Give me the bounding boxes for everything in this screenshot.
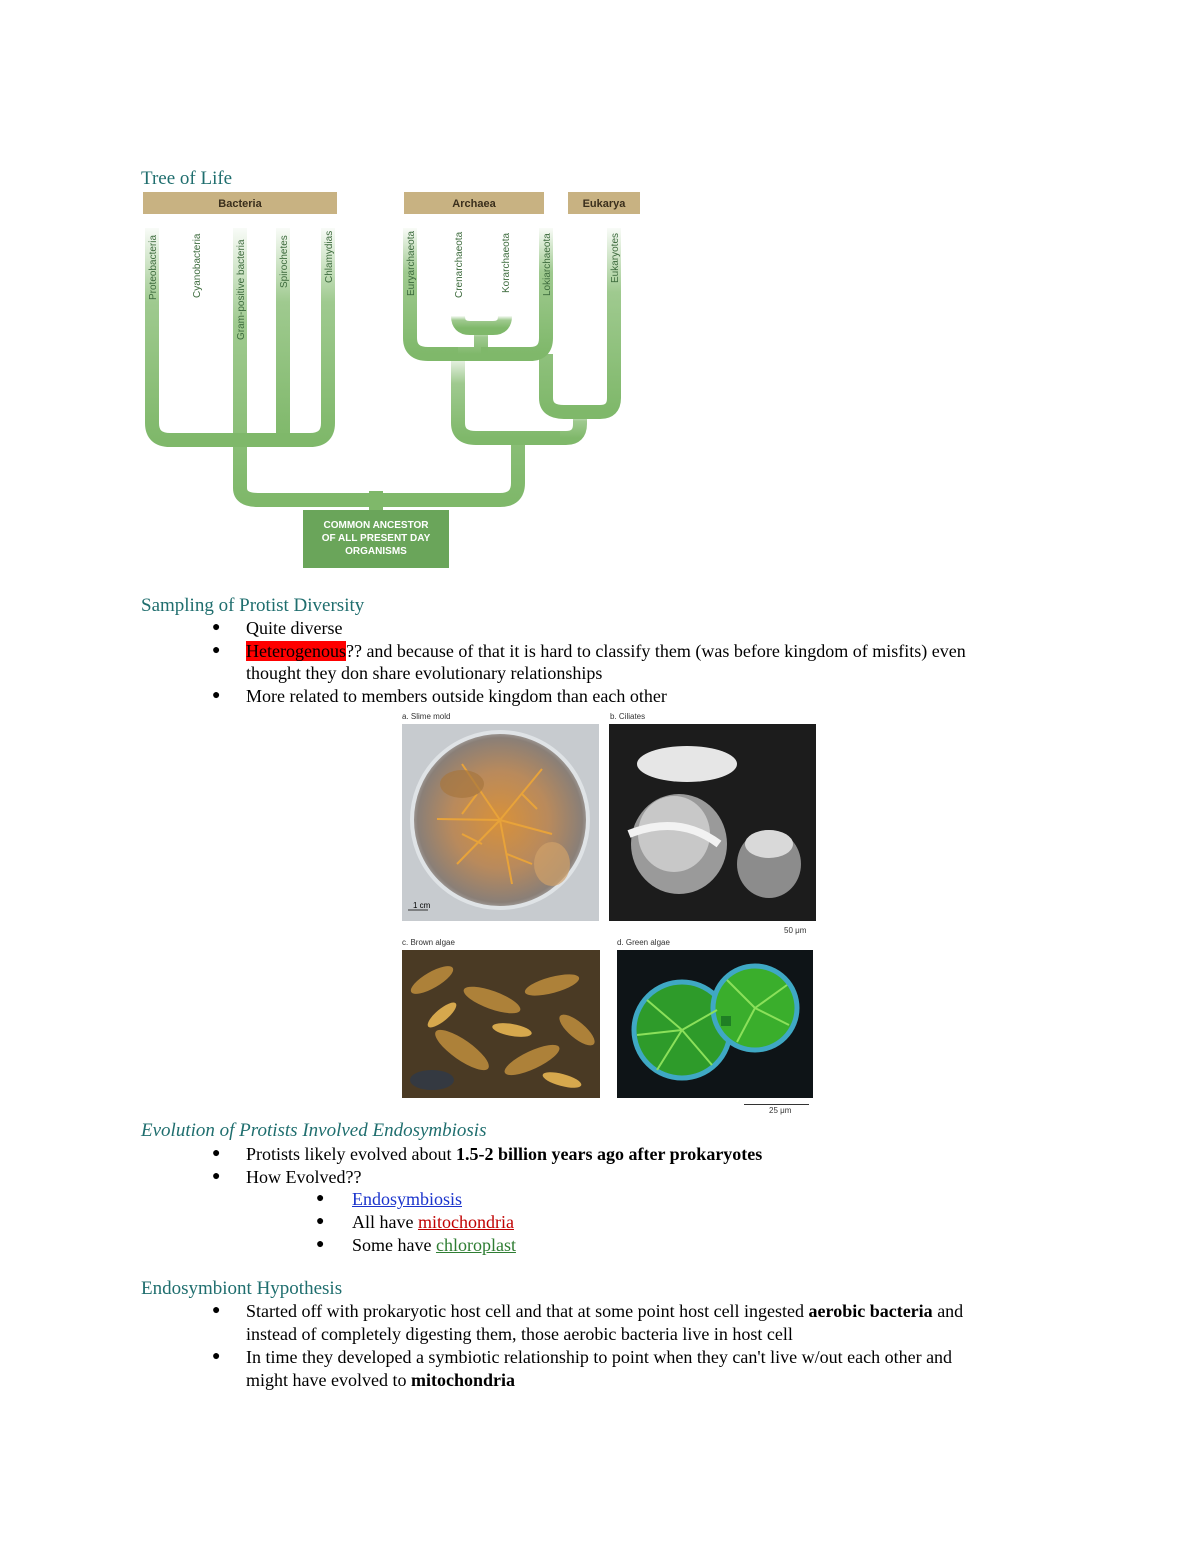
- bullet-icon: ●: [316, 1191, 325, 1206]
- evolution-bullet-1: [246, 1143, 762, 1165]
- leaf-label: Eukaryotes: [610, 232, 621, 283]
- scale-label: 25 μm: [769, 1106, 792, 1115]
- endosymbiont-heading: Endosymbiont Hypothesis: [141, 1278, 343, 1299]
- root-line: OF ALL PRESENT DAY: [321, 533, 431, 544]
- protist-bullet-2-cont: thought they don share evolutionary relationships: [246, 663, 603, 683]
- bullet-text: Some have: [352, 1235, 436, 1255]
- bullet-icon: ●: [212, 620, 221, 635]
- evolution-sub-3: [352, 1234, 516, 1256]
- mitochondria-link[interactable]: mitochondria: [417, 1212, 514, 1232]
- endosymbiont-bullet-1: [246, 1300, 963, 1322]
- endosymbiosis-link[interactable]: Endosymbiosis: [352, 1189, 463, 1209]
- brown-algae-image: [402, 950, 600, 1098]
- tree-of-life-heading: Tree of Life: [141, 168, 233, 189]
- leaf-label: Crenarchaeota: [454, 231, 465, 298]
- leaf-label: Euryarchaeota: [406, 230, 417, 296]
- protist-bullet-1: Quite diverse: [246, 618, 343, 638]
- bullet-text: All have: [352, 1212, 418, 1232]
- bullet-text: and: [932, 1301, 964, 1321]
- panel-caption: c. Brown algae: [402, 938, 455, 947]
- protist-bullet-3: More related to members outside kingdom than each other: [246, 686, 667, 706]
- scale-bar: [744, 1104, 809, 1105]
- bold-text: aerobic bacteria: [808, 1301, 933, 1321]
- evolution-heading: Evolution of Protists Involved Endosymbiosis: [141, 1120, 487, 1141]
- bold-text: mitochondria: [410, 1370, 515, 1390]
- leaf-label: Spirochetes: [279, 235, 290, 288]
- leaf-label: Korarchaeota: [501, 232, 512, 293]
- bullet-icon: ●: [212, 1349, 221, 1364]
- protist-diversity-heading: Sampling of Protist Diversity: [141, 595, 365, 616]
- bullet-icon: ●: [212, 1303, 221, 1318]
- bullet-icon: ●: [212, 1169, 221, 1184]
- bullet-icon: ●: [212, 688, 221, 703]
- evolution-sub-1: [352, 1188, 462, 1210]
- tree-of-life-diagram: [140, 188, 645, 573]
- bullet-icon: ●: [212, 643, 221, 658]
- bacteria-label: Bacteria: [218, 198, 262, 210]
- bullet-text: ?? and because of that it is hard to classify them (was before kingdom of misfits) even: [345, 641, 966, 661]
- green-algae-image: [617, 950, 813, 1098]
- root-line: ORGANISMS: [345, 546, 407, 557]
- leaf-label: Proteobacteria: [148, 234, 159, 300]
- slime-mold-image: [402, 724, 599, 921]
- highlighted-term: Heterogenous: [246, 641, 346, 661]
- root-line: COMMON ANCESTOR: [323, 520, 429, 531]
- evolution-sub-2: [352, 1211, 514, 1233]
- chloroplast-link[interactable]: chloroplast: [435, 1235, 516, 1255]
- leaf-label: Gram-positive bacteria: [236, 239, 247, 340]
- protist-figure: [399, 710, 824, 1115]
- bullet-text: might have evolved to: [246, 1370, 411, 1390]
- protist-bullet-2: [246, 640, 966, 662]
- scale-label: 1 cm: [413, 901, 431, 910]
- scale-label: 50 μm: [784, 926, 807, 935]
- bullet-text: Protists likely evolved about: [246, 1144, 456, 1164]
- eukarya-label: Eukarya: [582, 198, 626, 210]
- leaf-label: Lokiarchaeota: [542, 233, 553, 296]
- evolution-bullet-2: How Evolved??: [246, 1167, 362, 1187]
- bullet-icon: ●: [316, 1237, 325, 1252]
- leaf-label: Cyanobacteria: [192, 233, 203, 298]
- panel-caption: b. Ciliates: [610, 712, 646, 721]
- bullet-icon: ●: [316, 1214, 325, 1229]
- bullet-icon: ●: [212, 1146, 221, 1161]
- endosymbiont-bullet-1-cont: instead of completely digesting them, those aerobic bacteria live in host cell: [246, 1324, 793, 1344]
- panel-caption: a. Slime mold: [402, 712, 451, 721]
- bold-text: 1.5-2 billion years ago after prokaryotes: [455, 1144, 763, 1164]
- leaf-label: Chlamydias: [324, 230, 335, 283]
- ciliates-image: [609, 724, 816, 921]
- archaea-label: Archaea: [452, 198, 496, 210]
- endosymbiont-bullet-2: In time they developed a symbiotic relationship to point when they can't live w/out each other and: [246, 1347, 953, 1367]
- bullet-text: Started off with prokaryotic host cell and that at some point host cell ingested: [246, 1301, 809, 1321]
- panel-caption: d. Green algae: [617, 938, 670, 947]
- endosymbiont-bullet-2-cont: [246, 1369, 515, 1391]
